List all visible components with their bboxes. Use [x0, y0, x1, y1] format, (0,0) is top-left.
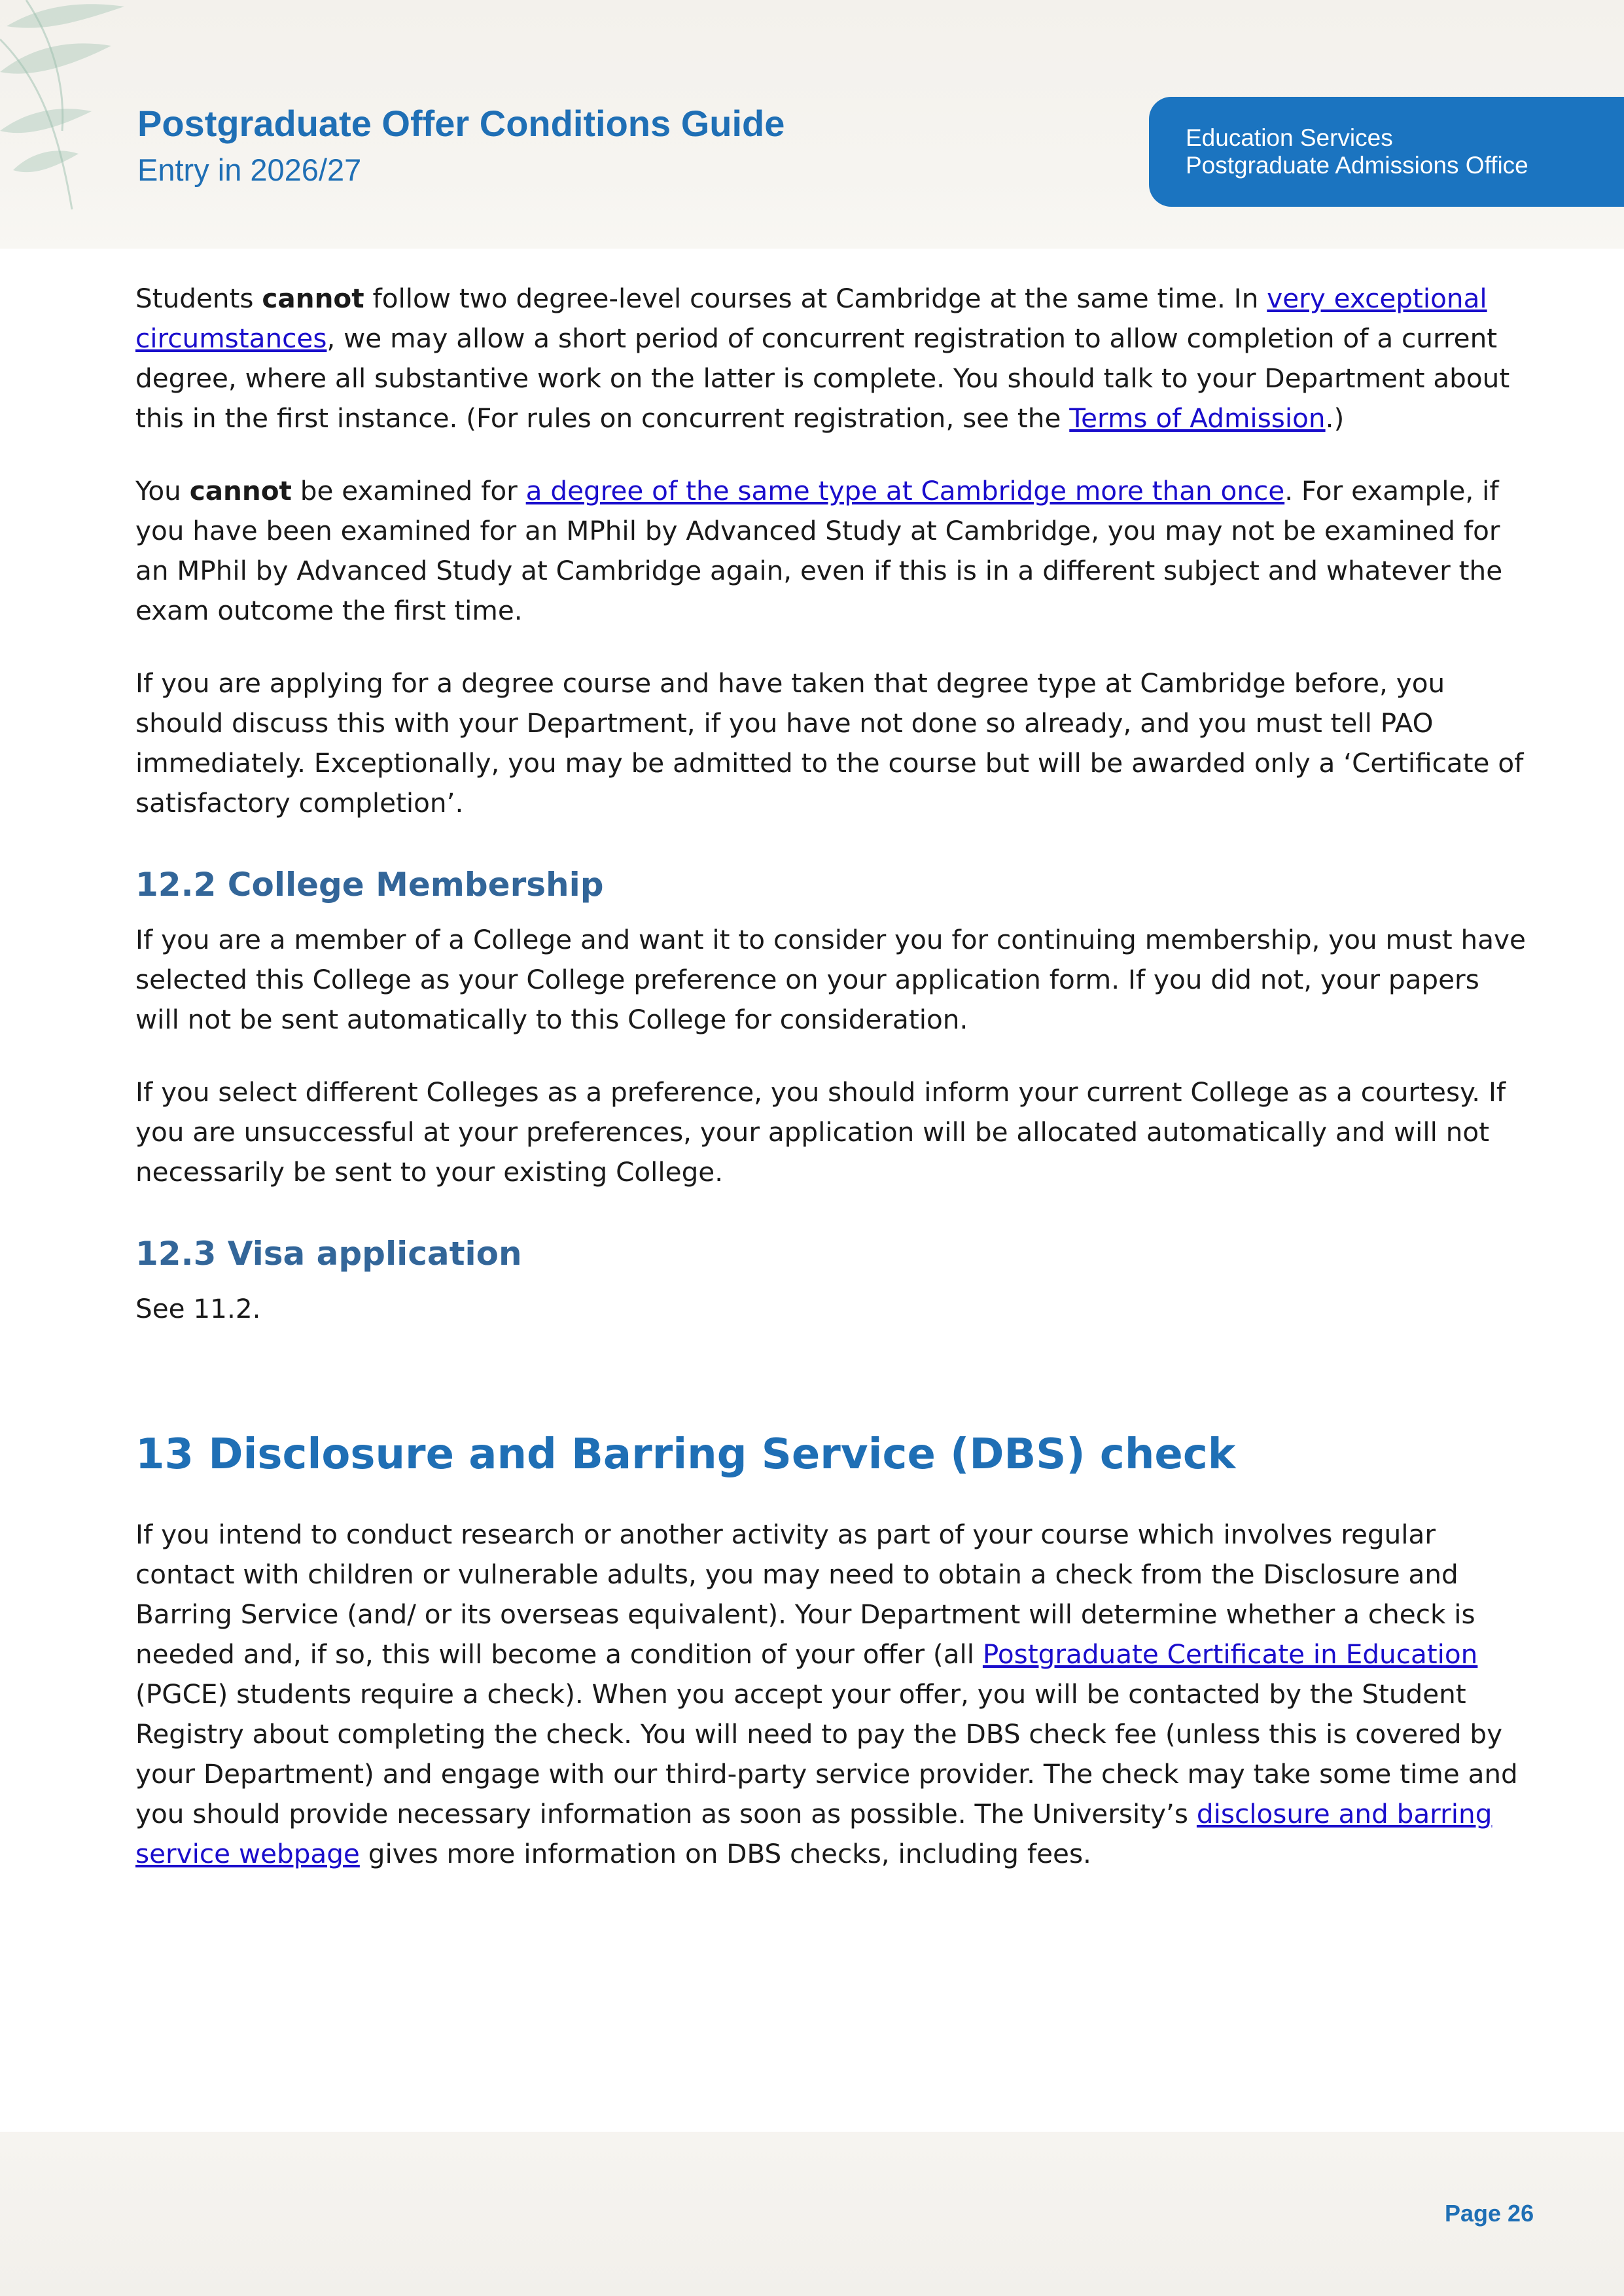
- text: , we may allow a short period of concurrent registration to allow completion of a current degree, where all substantive work on the latter is complete. You should talk to your Department about this in the first instance. (For rules on concurrent registration, see the: [135, 323, 1510, 434]
- paragraph-college-preference: If you select different Colleges as a preference, you should inform your current College as a courtesy. If you are unsuccessful at your preferences, your application will be allocated automatically and will not necessarily be sent to your existing College.: [135, 1076, 1506, 1188]
- document-title: Postgraduate Offer Conditions Guide: [137, 103, 785, 144]
- text: Students: [135, 283, 262, 314]
- text: If you intend to conduct research or another activity as part of your course which involves regular contact with children or vulnerable adults, you may need to obtain a check from the Disclosure and Barring Service (and/ or its overseas equivalent). Your Department will determine whether a check is needed and, if so, this will become a condition of your offer (all: [135, 1519, 1475, 1670]
- link-pgce[interactable]: Postgraduate Certificate in Education: [982, 1638, 1478, 1670]
- paragraph-see-reference: See 11.2.: [135, 1293, 261, 1324]
- heading-college-membership: 12.2 College Membership: [135, 866, 604, 904]
- text: You: [135, 475, 190, 506]
- badge-line-education-services: Education Services: [1186, 124, 1393, 151]
- paragraph-previous-degree: If you are applying for a degree course and have taken that degree type at Cambridge before, you should discuss this with your Department, if you have not done so already, and you must tell PAO immediately. Exceptionally, you may be admitted to the course but will be awarded only a ‘Certificate of satisfactory completion’.: [135, 667, 1524, 819]
- heading-dbs-check: 13 Disclosure and Barring Service (DBS) check: [135, 1430, 1236, 1479]
- paragraph-concurrent-courses: [135, 279, 1529, 438]
- text: .): [1325, 402, 1345, 434]
- link-same-degree-type[interactable]: a degree of the same type at Cambridge more than once: [525, 475, 1285, 506]
- office-badge: [1149, 97, 1624, 207]
- page-number: Page 26: [1445, 2200, 1534, 2227]
- paragraph-dbs: [135, 1515, 1529, 1874]
- paragraph-college-continuing: If you are a member of a College and want it to consider you for continuing membership, you must have selected this College as your College preference on your application form. If you did not, your papers will not be sent automatically to this College for consideration.: [135, 924, 1526, 1035]
- text: follow two degree-level courses at Cambridge at the same time. In: [364, 283, 1267, 314]
- text: (PGCE) students require a check). When you accept your offer, you will be contacted by the Student Registry about completing the check. You will need to pay the DBS check fee (unless this is covered by your Department) and engage with our third-party service provider. The check may take some time and you should provide necessary information as soon as possible. The University’s: [135, 1678, 1518, 1829]
- text: be examined for: [291, 475, 526, 506]
- badge-line-admissions-office: Postgraduate Admissions Office: [1186, 152, 1528, 179]
- emphasis-cannot: cannot: [189, 475, 292, 506]
- text: . For example, if you have been examined for an MPhil by Advanced Study at Cambridge, you may not be examined for an MPhil by Advanced Study at Cambridge again, even if this is in a different subject and whatever the exam outcome the first time.: [135, 475, 1503, 626]
- emphasis-cannot: cannot: [262, 283, 364, 314]
- heading-visa-application: 12.3 Visa application: [135, 1235, 522, 1273]
- paragraph-same-degree-type: [135, 471, 1529, 631]
- text: gives more information on DBS checks, including fees.: [359, 1838, 1091, 1869]
- link-terms-of-admission[interactable]: Terms of Admission: [1069, 402, 1326, 434]
- page-content: [135, 279, 1529, 1907]
- link-dbs-webpage[interactable]: disclosure and barring service webpage: [135, 1798, 1492, 1869]
- link-very-exceptional-circumstances[interactable]: very exceptional circumstances: [135, 283, 1487, 354]
- footer-band: [0, 2132, 1624, 2296]
- document-subtitle: Entry in 2026/27: [137, 152, 362, 187]
